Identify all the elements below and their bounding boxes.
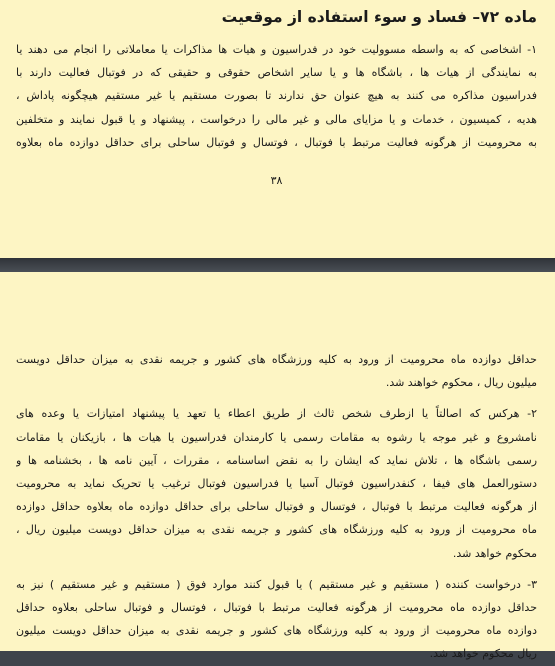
text-line: محکوم خواهد شد. [452, 546, 537, 560]
text-line: حداقل دوازده ماه محرومیت از ورود به کلیه ورزشگاه های کشور و جریمه نقدی به میزان حداقل دویست [16, 353, 537, 366]
paragraph-1 [16, 38, 537, 154]
text-line: ۲- هرکس که اصالتاً یا ازطرف شخص ثالث از طریق اعطاء یا تعهد یا پیشنهاد امتیازات یا وعده های [16, 407, 537, 421]
document-page-top [0, 0, 555, 258]
text-line: دستورالعمل های فیفا ، کنفدراسیون فوتبال آسیا یا فدراسیون فوتبال ترغیب یا تحریک نماید به محرومیت [16, 477, 537, 491]
text-line: حداقل دوازده ماه محرومیت از هرگونه فعالیت مرتبط با فوتبال ، فوتسال و فوتبال ساحلی بعلاوه حداقل [16, 601, 537, 615]
text-line: میلیون ریال ، محکوم خواهند شد. [385, 376, 537, 390]
text-line: ۱- اشخاصی که به واسطه مسوولیت خود در فدراسیون و هیات ها مذاکرات یا معاملاتی را انجام می دهند یا [16, 43, 537, 56]
article-title: ماده ۷۲– فساد و سوء استفاده از موقعیت [221, 8, 537, 26]
paragraph-3 [16, 573, 537, 666]
text-line: ماه محرومیت از ورود به کلیه ورزشگاه های کشور و جریمه نقدی به میزان حداقل دویست میلیون ریال ، [16, 523, 537, 537]
text-line: به نمایندگی از هیات ها ، باشگاه ها و یا سایر اشخاص حقوقی و حقیقی که در فوتبال فعالیت دارند با [16, 66, 537, 80]
text-line: نامشروع و غیر موجه یا رشوه به مقامات رسمی یا کارمندان فدراسیون یا هیات ها ، بازیکنان یا مقامات [16, 430, 537, 444]
paragraph-1-continued [16, 348, 537, 394]
text-line: دوازده ماه محرومیت از ورود به کلیه ورزشگاه های کشور و جریمه نقدی به میزان حداقل دویست میلیون [16, 624, 537, 638]
text-line: رسمی باشگاه ها ، تلاش نماید که ایشان را به نقض اساسنامه ، مقررات ، آیین نامه ها ، بخشنامه ها و [16, 453, 537, 467]
text-line: ریال محکوم خواهد شد. [429, 647, 537, 661]
document-page-bottom [0, 272, 555, 661]
paragraph-2 [16, 402, 537, 564]
text-line: ۳- درخواست کننده ( مستقیم و غیر مستقیم ) یا قبول کنند موارد فوق ( مستقیم و غیر مستقیم ) نیز به [16, 577, 537, 591]
text-line: فدراسیون مذاکره می کنند به هیچ عنوان حق ندارند تا بصورت مستقیم یا غیر مستقیم هیچگونه پاداش ، [16, 89, 537, 103]
page-separator [0, 258, 555, 272]
text-line: از هرگونه فعالیت مرتبط با فوتبال ، فوتسال و فوتبال ساحلی برای حداقل دوازده ماه بعلاوه حداقل دوازده [16, 500, 537, 514]
text-line: هدیه ، کمیسیون ، خدمات و یا مزایای مالی و غیر مالی را درخواست ، پیشنهاد و یا قبول نمایند و متخلفین [16, 112, 537, 126]
text-line: به محرومیت از هرگونه فعالیت مرتبط با فوتبال ، فوتسال و فوتبال ساحلی برای حداقل دوازده ماه بعلاوه [16, 135, 537, 149]
page-number: ۳۸ [270, 174, 283, 188]
